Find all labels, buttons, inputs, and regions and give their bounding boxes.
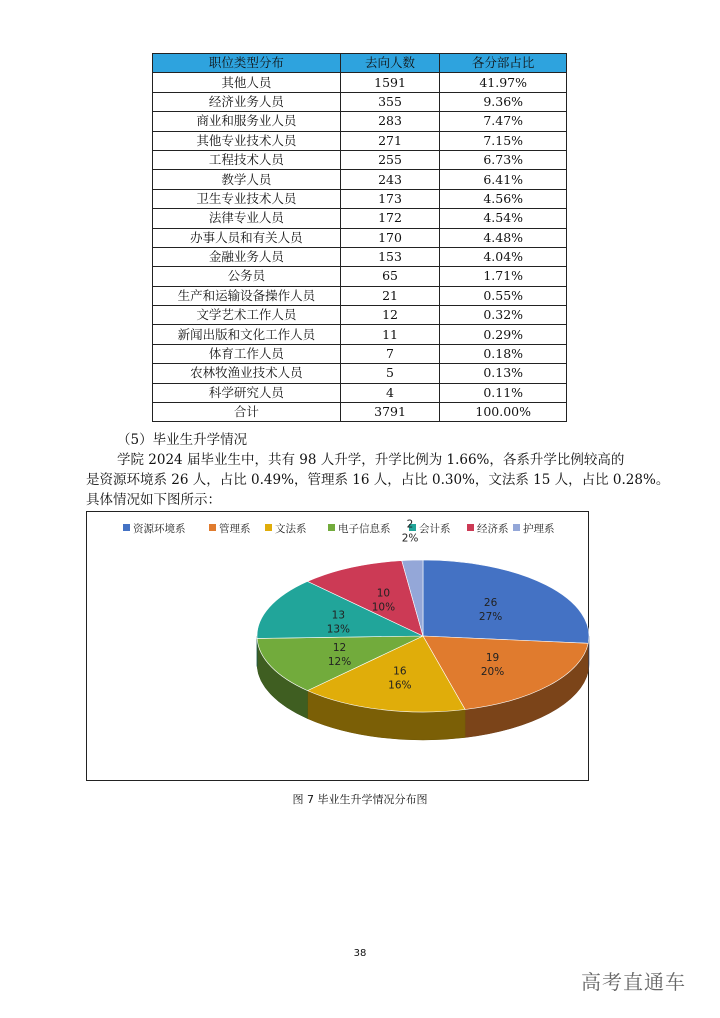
pie-slice (423, 560, 589, 643)
table-row (153, 112, 567, 131)
header-ratio: 各分部占比 (440, 54, 567, 73)
table-row (153, 150, 567, 169)
count-cell: 5 (340, 364, 440, 383)
table-row (153, 131, 567, 150)
table-row (153, 189, 567, 208)
legend-item (513, 522, 555, 535)
job-type-cell: 其他专业技术人员 (153, 131, 341, 150)
ratio-cell: 4.04% (440, 247, 567, 266)
legend-swatch (265, 524, 272, 531)
legend-item (209, 522, 251, 535)
table-row (153, 383, 567, 402)
job-type-cell: 工程技术人员 (153, 150, 341, 169)
ratio-cell: 100.00% (440, 403, 567, 422)
count-cell: 172 (340, 209, 440, 228)
legend-item (265, 522, 307, 535)
count-cell: 65 (340, 267, 440, 286)
table-row (153, 267, 567, 286)
table-row (153, 306, 567, 325)
ratio-cell: 6.41% (440, 170, 567, 189)
job-type-cell: 金融业务人员 (153, 247, 341, 266)
ratio-cell: 6.73% (440, 150, 567, 169)
ratio-cell: 9.36% (440, 92, 567, 111)
count-cell: 4 (340, 383, 440, 402)
legend-label: 经济系 (477, 523, 509, 535)
table-row (153, 228, 567, 247)
ratio-cell: 0.13% (440, 364, 567, 383)
count-cell: 271 (340, 131, 440, 150)
watermark: 高考直通车 (581, 970, 686, 994)
legend-label: 资源环境系 (133, 523, 186, 535)
pie-value-label: 16 (393, 665, 407, 678)
job-type-cell: 文学艺术工作人员 (153, 306, 341, 325)
paragraph-line: 学院 2024 届毕业生中，共有 98 人升学，升学比例为 1.66%，各系升学比例较高的 (117, 452, 625, 468)
pie-percent-label: 13% (326, 623, 351, 636)
figure-caption: 图 7 毕业生升学情况分布图 (292, 793, 428, 806)
ratio-cell: 1.71% (440, 267, 567, 286)
ratio-cell: 7.47% (440, 112, 567, 131)
job-distribution-table (152, 53, 567, 422)
ratio-cell: 0.32% (440, 306, 567, 325)
table-header-row (153, 54, 567, 73)
pie-value-label: 10 (376, 587, 391, 600)
section-heading: （5）毕业生升学情况 (117, 432, 248, 448)
legend-label: 会计系 (419, 523, 451, 535)
count-cell: 255 (340, 150, 440, 169)
legend-label: 护理系 (523, 523, 555, 535)
table-row (153, 170, 567, 189)
pie-chart-frame (86, 511, 589, 781)
job-type-cell: 卫生专业技术人员 (153, 189, 341, 208)
count-cell: 170 (340, 228, 440, 247)
count-cell: 243 (340, 170, 440, 189)
pie-value-label: 13 (331, 609, 346, 622)
job-type-cell: 教学人员 (153, 170, 341, 189)
legend-swatch (467, 524, 474, 531)
table-row (153, 247, 567, 266)
job-type-cell: 生产和运输设备操作人员 (153, 286, 341, 305)
pie-value-label: 2 (406, 518, 414, 531)
job-type-cell: 农林牧渔业技术人员 (153, 364, 341, 383)
table-row (153, 286, 567, 305)
legend-item (328, 522, 391, 535)
paragraph-line: 是资源环境系 26 人，占比 0.49%，管理系 16 人，占比 0.30%，文法系 15 人，占比 0.28%。 (86, 472, 670, 488)
ratio-cell: 4.48% (440, 228, 567, 247)
table-row (153, 325, 567, 344)
table-row (153, 344, 567, 363)
ratio-cell: 7.15% (440, 131, 567, 150)
legend-swatch (513, 524, 520, 531)
ratio-cell: 41.97% (440, 73, 567, 92)
table-row (153, 92, 567, 111)
job-type-cell: 新闻出版和文化工作人员 (153, 325, 341, 344)
job-type-cell: 其他人员 (153, 73, 341, 92)
count-cell: 7 (340, 344, 440, 363)
legend-label: 文法系 (275, 523, 307, 535)
table-row (153, 209, 567, 228)
job-type-cell: 法律专业人员 (153, 209, 341, 228)
ratio-cell: 0.55% (440, 286, 567, 305)
ratio-cell: 4.56% (440, 189, 567, 208)
paragraph-line: 具体情况如下图所示： (86, 492, 221, 508)
table-row (153, 364, 567, 383)
pie-chart (87, 512, 590, 782)
job-type-cell: 商业和服务业人员 (153, 112, 341, 131)
job-type-cell: 科学研究人员 (153, 383, 341, 402)
count-cell: 173 (340, 189, 440, 208)
table-row (153, 73, 567, 92)
pie-percent-label: 2% (401, 532, 419, 545)
ratio-cell: 0.18% (440, 344, 567, 363)
job-type-cell: 体育工作人员 (153, 344, 341, 363)
count-cell: 355 (340, 92, 440, 111)
header-job-type: 职位类型分布 (153, 54, 341, 73)
job-type-cell: 公务员 (153, 267, 341, 286)
ratio-cell: 4.54% (440, 209, 567, 228)
pie-percent-label: 16% (388, 679, 412, 692)
pie-percent-label: 12% (327, 655, 352, 668)
count-cell: 153 (340, 247, 440, 266)
legend-swatch (328, 524, 335, 531)
legend-item (467, 522, 509, 535)
ratio-cell: 0.11% (440, 383, 567, 402)
pie-percent-label: 27% (478, 610, 503, 623)
job-type-cell: 办事人员和有关人员 (153, 228, 341, 247)
count-cell: 12 (340, 306, 440, 325)
job-type-cell: 经济业务人员 (153, 92, 341, 111)
pie-value-label: 19 (485, 652, 500, 665)
page-number: 38 (353, 948, 367, 959)
count-cell: 11 (340, 325, 440, 344)
legend-item (123, 522, 186, 535)
legend-swatch (209, 524, 216, 531)
count-cell: 3791 (340, 403, 440, 422)
pie-percent-label: 10% (371, 601, 396, 614)
legend-label: 管理系 (219, 523, 251, 535)
table-body (153, 73, 567, 422)
legend-swatch (123, 524, 130, 531)
count-cell: 1591 (340, 73, 440, 92)
pie-value-label: 12 (332, 641, 347, 654)
header-count: 去向人数 (340, 54, 440, 73)
pie-percent-label: 20% (480, 666, 505, 679)
table-row (153, 403, 567, 422)
job-type-cell: 合计 (153, 403, 341, 422)
count-cell: 283 (340, 112, 440, 131)
count-cell: 21 (340, 286, 440, 305)
legend-label: 电子信息系 (338, 523, 391, 535)
ratio-cell: 0.29% (440, 325, 567, 344)
pie-value-label: 26 (483, 596, 498, 609)
